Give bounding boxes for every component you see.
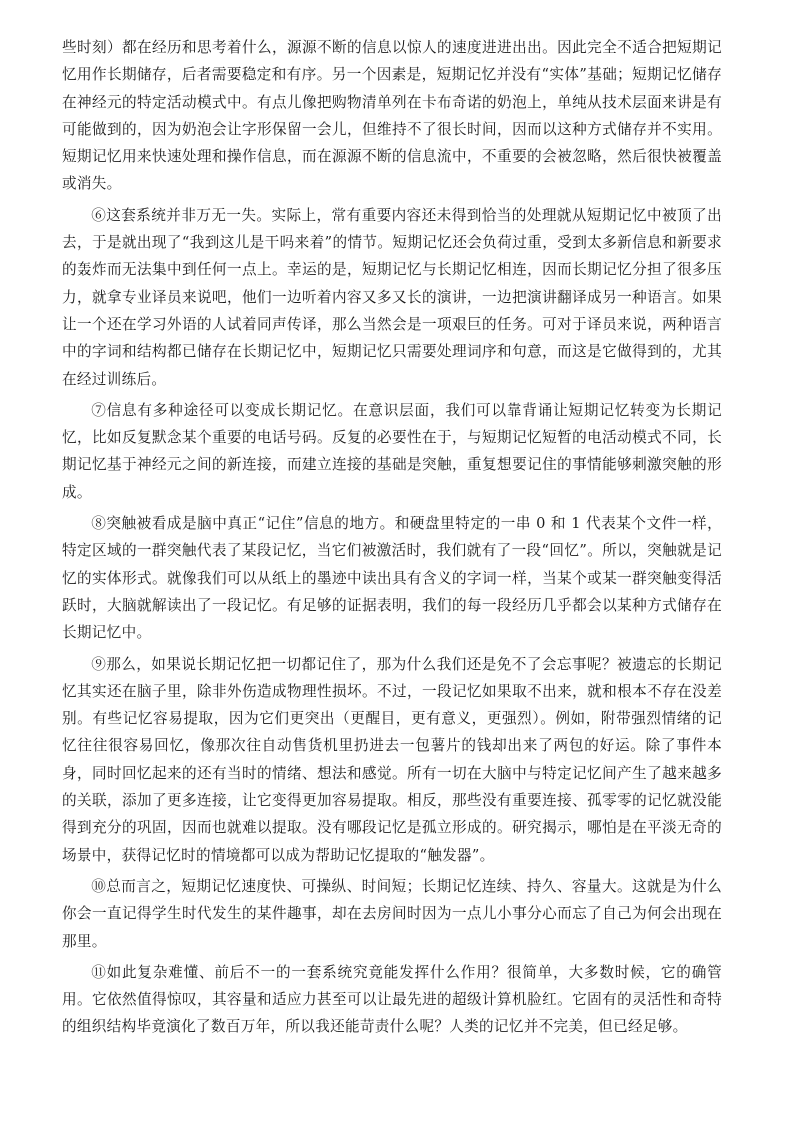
document-page	[62, 34, 722, 1045]
paragraph-8: ⑧突触被看成是脑中真正“记住”信息的地方。和硬盘里特定的一串 0 和 1 代表某个文件一样，特定区域的一群突触代表了某段记忆，当它们被激活时，我们就有了一段“回忆”。所以，突触就是记忆的实体形式。就像我们可以从纸上的墨迹中读出具有含义的字词一样，当某个或某一群突触变得活跃时，大脑就解读出了一段记忆。有足够的证据表明，我们的每一段经历几乎都会以某种方式储存在长期记忆中。	[62, 515, 722, 642]
paragraph-6: ⑥这套系统并非万无一失。实际上，常有重要内容还未得到恰当的处理就从短期记忆中被顶了出去，于是就出现了“我到这儿是干吗来着”的情节。短期记忆还会负荷过重，受到太多新信息和新要求的轰炸而无法集中到任何一点上。幸运的是，短期记忆与长期记忆相连，因而长期记忆分担了很多压力，就拿专业译员来说吧，他们一边听着内容又多又长的演讲，一边把演讲翻译成另一种语言。如果让一个还在学习外语的人试着同声传译，那么当然会是一项艰巨的任务。可对于译员来说，两种语言中的字词和结构都已储存在长期记忆中，短期记忆只需要处理词序和句意，而这是它做得到的，尤其在经过训练后。	[62, 206, 722, 388]
paragraph-continued: 些时刻）都在经历和思考着什么，源源不断的信息以惊人的速度进进出出。因此完全不适合把短期记忆用作长期储存，后者需要稳定和有序。另一个因素是，短期记忆并没有“实体”基础；短期记忆储存在神经元的特定活动模式中。有点儿像把购物清单列在卡布奇诺的奶泡上，单纯从技术层面来讲是有可能做到的，因为奶泡会让字形保留一会儿，但维持不了很长时间，因而以这种方式储存并不实用。短期记忆用来快速处理和操作信息，而在源源不断的信息流中，不重要的会被忽略，然后很快被覆盖或消失。	[62, 39, 722, 193]
paragraph-7: ⑦信息有多种途径可以变成长期记忆。在意识层面，我们可以靠背诵让短期记忆转变为长期记忆，比如反复默念某个重要的电话号码。反复的必要性在于，与短期记忆短暂的电活动模式不同，长期记忆基于神经元之间的新连接，而建立连接的基础是突触，重复想要记住的事情能够刺激突触的形成。	[62, 401, 722, 501]
paragraph-11: ⑪如此复杂难懂、前后不一的一套系统究竟能发挥什么作用？很简单，大多数时候，它的确管用。它依然值得惊叹，其容量和适应力甚至可以让最先进的超级计算机脸红。它固有的灵活性和奇特的组织结构毕竟演化了数百万年，所以我还能苛责什么呢？人类的记忆并不完美，但已经足够。	[62, 963, 722, 1036]
paragraph-9: ⑨那么，如果说长期记忆把一切都记住了，那为什么我们还是免不了会忘事呢？被遗忘的长期记忆其实还在脑子里，除非外伤造成物理性损坏。不过，一段记忆如果取不出来，就和根本不存在没差别。有些记忆容易提取，因为它们更突出（更醒目，更有意义，更强烈）。例如，附带强烈情绪的记忆往往很容易回忆，像那次往自动售货机里扔进去一包薯片的钱却出来了两包的好运。除了事件本身，同时回忆起来的还有当时的情绪、想法和感觉。所有一切在大脑中与特定记忆间产生了越来越多的关联，添加了更多连接，让它变得更加容易提取。相反，那些没有重要连接、孤零零的记忆就没能得到充分的巩固，因而也就难以提取。没有哪段记忆是孤立形成的。研究揭示，哪怕是在平淡无奇的场景中，获得记忆时的情境都可以成为帮助记忆提取的“触发器”。	[62, 655, 722, 864]
paragraph-10: ⑩总而言之，短期记忆速度快、可操纵、时间短；长期记忆连续、持久、容量大。这就是为什么你会一直记得学生时代发生的某件趣事，却在去房间时因为一点儿小事分心而忘了自己为何会出现在那里。	[62, 877, 722, 950]
